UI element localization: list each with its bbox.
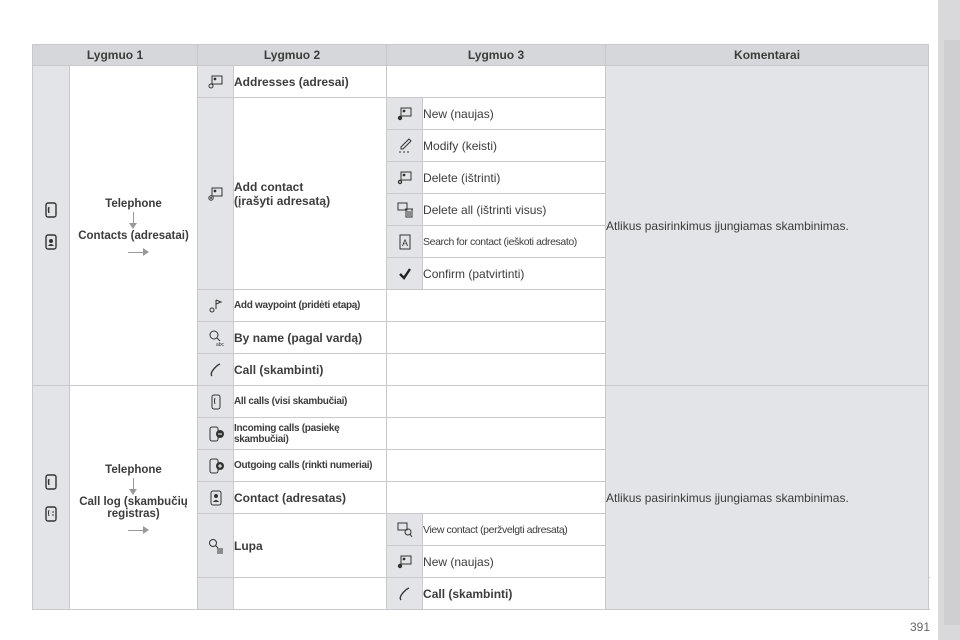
arrow-right-icon xyxy=(128,530,146,531)
header-comments: Komentarai xyxy=(606,45,929,66)
call-icon-cell xyxy=(198,354,234,386)
all-calls-icon xyxy=(207,393,225,411)
delete-all-icon-cell xyxy=(387,194,423,226)
add-contact-line1: Add contact xyxy=(234,179,304,194)
level1-icons xyxy=(33,66,70,386)
contact-label: Contact (adresatas) xyxy=(234,482,387,514)
section1-comment: Atlikus pasirinkimus įjungiamas skambinimas. xyxy=(606,66,929,386)
menu-table xyxy=(32,44,929,610)
incoming-calls-icon xyxy=(207,425,225,443)
handset-icon xyxy=(396,585,414,603)
arrow-down-icon xyxy=(133,478,134,492)
section2-comment: Atlikus pasirinkimus įjungiamas skambinimas. xyxy=(606,386,929,610)
waypoint-icon-cell xyxy=(198,290,234,322)
outgoing-calls-icon xyxy=(207,457,225,475)
svg-text:abc: abc xyxy=(215,341,224,347)
outgoing-icon-cell xyxy=(198,450,234,482)
new-contact-icon xyxy=(396,105,414,123)
level1-title: Telephone xyxy=(105,198,162,210)
view-contact-icon xyxy=(396,521,414,539)
arrow-right-icon xyxy=(128,252,146,253)
by-name-label: By name (pagal vardą) xyxy=(234,322,387,354)
address-card-icon xyxy=(207,73,225,91)
level1-contacts xyxy=(70,66,198,386)
add-contact-label xyxy=(234,98,387,290)
new-contact-icon xyxy=(396,553,414,571)
handset-icon xyxy=(207,361,225,379)
all-calls-icon-cell xyxy=(198,386,234,418)
new-icon-cell xyxy=(387,98,423,130)
call-log-icon xyxy=(42,505,60,523)
by-name-icon-cell xyxy=(198,322,234,354)
table-row xyxy=(33,386,929,418)
magnifier-list-icon xyxy=(207,537,225,555)
pencil-icon xyxy=(396,137,414,155)
all-calls-label: All calls (visi skambučiai) xyxy=(234,386,387,418)
delete-all-label: Delete all (ištrinti visus) xyxy=(423,194,606,226)
incoming-icon-cell xyxy=(198,418,234,450)
svg-text:A: A xyxy=(401,237,408,248)
level1-call-log xyxy=(70,386,198,610)
magnifier-abc-icon xyxy=(207,329,225,347)
delete-label: Delete (ištrinti) xyxy=(423,162,606,194)
incoming-label: Incoming calls (pasiekę skambučiai) xyxy=(234,418,387,450)
page-number: 391 xyxy=(909,620,930,634)
search-letter-icon xyxy=(396,233,414,251)
delete-icon-cell xyxy=(387,162,423,194)
call-label-2: Call (skambinti) xyxy=(423,578,606,610)
search-label: Search for contact (ieškoti adresato) xyxy=(423,226,606,258)
lupa-label: Lupa xyxy=(234,514,387,578)
table-header-row xyxy=(33,45,929,66)
add-contact-icon xyxy=(207,185,225,203)
level1-title-2: Telephone xyxy=(105,464,162,476)
table-row xyxy=(33,66,929,98)
header-level3: Lygmuo 3 xyxy=(387,45,606,66)
phone-menu-icon xyxy=(42,473,60,491)
outgoing-label: Outgoing calls (rinkti numeriai) xyxy=(234,450,387,482)
trash-icon xyxy=(396,201,414,219)
add-contact-icon-cell xyxy=(198,98,234,290)
confirm-icon-cell xyxy=(387,258,423,290)
search-icon-cell xyxy=(387,226,423,258)
modify-icon-cell xyxy=(387,130,423,162)
modify-label: Modify (keisti) xyxy=(423,130,606,162)
checkmark-icon xyxy=(396,265,414,283)
waypoint-flag-icon xyxy=(207,297,225,315)
level1-icons-2 xyxy=(33,386,70,610)
new-label-2: New (naujas) xyxy=(423,546,606,578)
contact-icon-cell xyxy=(198,482,234,514)
contact-person-icon xyxy=(207,489,225,507)
level1-subtitle-2: Call log (skambučių registras) xyxy=(79,496,188,520)
contacts-book-icon xyxy=(42,233,60,251)
confirm-label: Confirm (patvirtinti) xyxy=(423,258,606,290)
call-icon-cell-2 xyxy=(387,578,423,610)
add-contact-line2: (įrašyti adresatą) xyxy=(234,193,331,208)
view-contact-label: View contact (peržvelgti adresatą) xyxy=(423,514,606,546)
delete-contact-icon xyxy=(396,169,414,187)
new-icon-cell-2 xyxy=(387,546,423,578)
add-waypoint-label: Add waypoint (pridėti etapą) xyxy=(234,290,387,322)
view-contact-icon-cell xyxy=(387,514,423,546)
addresses-icon-cell xyxy=(198,66,234,98)
addresses-label: Addresses (adresai) xyxy=(234,66,387,98)
page-edge-strip xyxy=(938,0,960,640)
header-level2: Lygmuo 2 xyxy=(198,45,387,66)
level1-subtitle: Contacts (adresatai) xyxy=(78,230,189,242)
new-label: New (naujas) xyxy=(423,98,606,130)
phone-menu-icon xyxy=(42,201,60,219)
header-level1: Lygmuo 1 xyxy=(33,45,198,66)
lupa-icon-cell xyxy=(198,514,234,578)
arrow-down-icon xyxy=(133,212,134,226)
call-label: Call (skambinti) xyxy=(234,354,387,386)
